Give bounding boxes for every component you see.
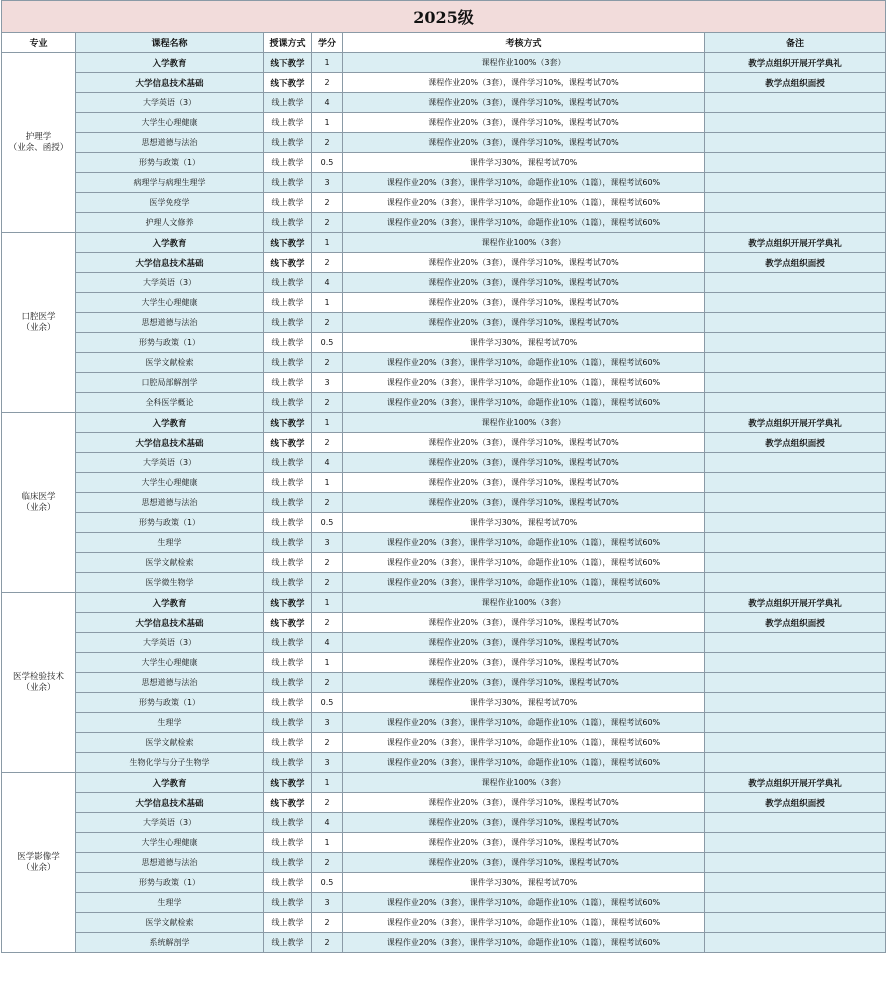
header-course: 课程名称 xyxy=(76,33,264,53)
course-cell: 形势与政策（1） xyxy=(76,693,264,713)
table-row xyxy=(2,53,886,73)
major-subtitle: （业余） xyxy=(21,502,56,513)
table-row xyxy=(2,313,886,333)
mode-cell: 线上教学 xyxy=(264,873,312,893)
table-row xyxy=(2,173,886,193)
course-cell: 大学信息技术基础 xyxy=(76,73,264,93)
assessment-cell: 课程作业20%（3套），课件学习10%，课程考试70% xyxy=(343,73,705,93)
mode-cell: 线下教学 xyxy=(264,773,312,793)
credit-cell: 0.5 xyxy=(312,513,343,533)
note-cell xyxy=(705,813,886,833)
mode-cell: 线下教学 xyxy=(264,73,312,93)
mode-cell: 线上教学 xyxy=(264,293,312,313)
note-cell: 教学点组织开展开学典礼 xyxy=(705,53,886,73)
note-cell xyxy=(705,853,886,873)
table-row xyxy=(2,133,886,153)
credit-cell: 2 xyxy=(312,673,343,693)
note-cell xyxy=(705,753,886,773)
mode-cell: 线上教学 xyxy=(264,853,312,873)
major-subtitle: （业余） xyxy=(21,682,56,693)
major-name: 口腔医学 xyxy=(21,311,56,322)
assessment-cell: 课程作业20%（3套），课件学习10%，课程考试70% xyxy=(343,493,705,513)
course-cell: 医学文献检索 xyxy=(76,913,264,933)
assessment-cell: 课程作业20%（3套），课件学习10%，命题作业10%（1篇），课程考试60% xyxy=(343,533,705,553)
credit-cell: 3 xyxy=(312,753,343,773)
mode-cell: 线上教学 xyxy=(264,493,312,513)
credit-cell: 2 xyxy=(312,133,343,153)
major-name: 医学检验技术 xyxy=(12,671,64,682)
credit-cell: 4 xyxy=(312,453,343,473)
credit-cell: 3 xyxy=(312,373,343,393)
major-name: 临床医学 xyxy=(21,491,56,502)
note-cell xyxy=(705,833,886,853)
course-cell: 医学免疫学 xyxy=(76,193,264,213)
credit-cell: 2 xyxy=(312,793,343,813)
note-cell: 教学点组织开展开学典礼 xyxy=(705,413,886,433)
header-assessment: 考核方式 xyxy=(343,33,705,53)
credit-cell: 1 xyxy=(312,113,343,133)
mode-cell: 线下教学 xyxy=(264,413,312,433)
course-cell: 系统解剖学 xyxy=(76,933,264,953)
course-cell: 入学教育 xyxy=(76,413,264,433)
credit-cell: 2 xyxy=(312,73,343,93)
credit-cell: 3 xyxy=(312,173,343,193)
mode-cell: 线上教学 xyxy=(264,753,312,773)
note-cell: 教学点组织开展开学典礼 xyxy=(705,593,886,613)
table-row xyxy=(2,333,886,353)
note-cell xyxy=(705,373,886,393)
course-cell: 大学英语（3） xyxy=(76,273,264,293)
table-row xyxy=(2,793,886,813)
table-row xyxy=(2,213,886,233)
credit-cell: 2 xyxy=(312,393,343,413)
assessment-cell: 课程作业20%（3套），课件学习10%，命题作业10%（1篇），课程考试60% xyxy=(343,713,705,733)
course-cell: 口腔局部解剖学 xyxy=(76,373,264,393)
assessment-cell: 课程作业20%（3套），课件学习10%，课程考试70% xyxy=(343,673,705,693)
schedule-table xyxy=(1,0,886,953)
table-row xyxy=(2,833,886,853)
credit-cell: 4 xyxy=(312,813,343,833)
table-row xyxy=(2,493,886,513)
course-cell: 思想道德与法治 xyxy=(76,313,264,333)
credit-cell: 2 xyxy=(312,313,343,333)
course-cell: 思想道德与法治 xyxy=(76,493,264,513)
header-note: 备注 xyxy=(705,33,886,53)
assessment-cell: 课程作业20%（3套），课件学习10%，命题作业10%（1篇），课程考试60% xyxy=(343,373,705,393)
table-row xyxy=(2,813,886,833)
table-row xyxy=(2,93,886,113)
course-cell: 医学文献检索 xyxy=(76,353,264,373)
credit-cell: 2 xyxy=(312,573,343,593)
course-cell: 大学生心理健康 xyxy=(76,113,264,133)
assessment-cell: 课程作业20%（3套），课件学习10%，课程考试70% xyxy=(343,633,705,653)
mode-cell: 线上教学 xyxy=(264,553,312,573)
credit-cell: 2 xyxy=(312,493,343,513)
note-cell xyxy=(705,453,886,473)
assessment-cell: 课程作业20%（3套），课件学习10%，命题作业10%（1篇），课程考试60% xyxy=(343,193,705,213)
note-cell xyxy=(705,293,886,313)
note-cell xyxy=(705,533,886,553)
credit-cell: 2 xyxy=(312,913,343,933)
assessment-cell: 课程作业20%（3套），课件学习10%，课程考试70% xyxy=(343,613,705,633)
credit-cell: 1 xyxy=(312,233,343,253)
mode-cell: 线上教学 xyxy=(264,93,312,113)
major-name: 护理学 xyxy=(25,131,52,142)
table-row xyxy=(2,413,886,433)
mode-cell: 线上教学 xyxy=(264,353,312,373)
table-row xyxy=(2,193,886,213)
table-row xyxy=(2,553,886,573)
assessment-cell: 课程作业20%（3套），课件学习10%，命题作业10%（1篇），课程考试60% xyxy=(343,753,705,773)
assessment-cell: 课程作业20%（3套），课件学习10%，课程考试70% xyxy=(343,813,705,833)
table-row xyxy=(2,253,886,273)
assessment-cell: 课程作业20%（3套），课件学习10%，课程考试70% xyxy=(343,133,705,153)
credit-cell: 1 xyxy=(312,773,343,793)
table-row xyxy=(2,573,886,593)
note-cell xyxy=(705,213,886,233)
course-cell: 大学生心理健康 xyxy=(76,293,264,313)
major-name: 医学影像学 xyxy=(17,851,60,862)
mode-cell: 线上教学 xyxy=(264,693,312,713)
mode-cell: 线上教学 xyxy=(264,933,312,953)
credit-cell: 0.5 xyxy=(312,333,343,353)
credit-cell: 2 xyxy=(312,433,343,453)
credit-cell: 4 xyxy=(312,633,343,653)
table-row xyxy=(2,693,886,713)
table-row xyxy=(2,853,886,873)
course-cell: 思想道德与法治 xyxy=(76,133,264,153)
assessment-cell: 课程作业20%（3套），课件学习10%，课程考试70% xyxy=(343,293,705,313)
assessment-cell: 课程作业20%（3套），课件学习10%，命题作业10%（1篇），课程考试60% xyxy=(343,353,705,373)
credit-cell: 1 xyxy=(312,413,343,433)
credit-cell: 3 xyxy=(312,713,343,733)
table-row xyxy=(2,773,886,793)
credit-cell: 2 xyxy=(312,353,343,373)
course-cell: 大学英语（3） xyxy=(76,453,264,473)
note-cell xyxy=(705,113,886,133)
note-cell xyxy=(705,873,886,893)
assessment-cell: 课程作业100%（3套） xyxy=(343,53,705,73)
assessment-cell: 课程作业20%（3套），课件学习10%，命题作业10%（1篇），课程考试60% xyxy=(343,893,705,913)
course-cell: 大学信息技术基础 xyxy=(76,433,264,453)
assessment-cell: 课程作业20%（3套），课件学习10%，命题作业10%（1篇），课程考试60% xyxy=(343,173,705,193)
note-cell xyxy=(705,933,886,953)
mode-cell: 线上教学 xyxy=(264,473,312,493)
mode-cell: 线下教学 xyxy=(264,593,312,613)
course-cell: 大学信息技术基础 xyxy=(76,793,264,813)
credit-cell: 1 xyxy=(312,653,343,673)
table-row xyxy=(2,233,886,253)
credit-cell: 1 xyxy=(312,53,343,73)
course-cell: 思想道德与法治 xyxy=(76,853,264,873)
sheet-title: 2025级 xyxy=(2,1,886,33)
header-mode: 授课方式 xyxy=(264,33,312,53)
table-row xyxy=(2,653,886,673)
mode-cell: 线下教学 xyxy=(264,233,312,253)
major-cell xyxy=(2,233,76,413)
table-row xyxy=(2,513,886,533)
course-cell: 生理学 xyxy=(76,713,264,733)
mode-cell: 线上教学 xyxy=(264,333,312,353)
mode-cell: 线下教学 xyxy=(264,433,312,453)
note-cell xyxy=(705,193,886,213)
assessment-cell: 课件学习30%，课程考试70% xyxy=(343,873,705,893)
table-row xyxy=(2,593,886,613)
assessment-cell: 课程作业20%（3套），课件学习10%，命题作业10%（1篇），课程考试60% xyxy=(343,213,705,233)
mode-cell: 线下教学 xyxy=(264,613,312,633)
course-cell: 大学英语（3） xyxy=(76,813,264,833)
note-cell xyxy=(705,353,886,373)
assessment-cell: 课程作业20%（3套），课件学习10%，课程考试70% xyxy=(343,93,705,113)
course-cell: 大学英语（3） xyxy=(76,633,264,653)
note-cell: 教学点组织面授 xyxy=(705,73,886,93)
note-cell xyxy=(705,333,886,353)
major-cell xyxy=(2,773,76,953)
course-cell: 思想道德与法治 xyxy=(76,673,264,693)
note-cell: 教学点组织面授 xyxy=(705,253,886,273)
major-cell xyxy=(2,53,76,233)
mode-cell: 线上教学 xyxy=(264,633,312,653)
assessment-cell: 课程作业20%（3套），课件学习10%，命题作业10%（1篇），课程考试60% xyxy=(343,573,705,593)
course-cell: 形势与政策（1） xyxy=(76,513,264,533)
assessment-cell: 课程作业100%（3套） xyxy=(343,233,705,253)
assessment-cell: 课程作业20%（3套），课件学习10%，课程考试70% xyxy=(343,433,705,453)
credit-cell: 0.5 xyxy=(312,153,343,173)
mode-cell: 线上教学 xyxy=(264,313,312,333)
credit-cell: 1 xyxy=(312,473,343,493)
mode-cell: 线上教学 xyxy=(264,653,312,673)
mode-cell: 线上教学 xyxy=(264,213,312,233)
credit-cell: 4 xyxy=(312,93,343,113)
mode-cell: 线上教学 xyxy=(264,173,312,193)
mode-cell: 线上教学 xyxy=(264,833,312,853)
mode-cell: 线上教学 xyxy=(264,533,312,553)
mode-cell: 线下教学 xyxy=(264,253,312,273)
assessment-cell: 课件学习30%，课程考试70% xyxy=(343,153,705,173)
note-cell xyxy=(705,893,886,913)
course-cell: 病理学与病理生理学 xyxy=(76,173,264,193)
note-cell: 教学点组织面授 xyxy=(705,793,886,813)
course-cell: 大学生心理健康 xyxy=(76,833,264,853)
course-cell: 形势与政策（1） xyxy=(76,333,264,353)
assessment-cell: 课件学习30%，课程考试70% xyxy=(343,513,705,533)
course-cell: 大学生心理健康 xyxy=(76,473,264,493)
course-cell: 医学文献检索 xyxy=(76,733,264,753)
course-cell: 护理人文修养 xyxy=(76,213,264,233)
table-row xyxy=(2,473,886,493)
note-cell xyxy=(705,493,886,513)
major-cell xyxy=(2,413,76,593)
major-subtitle: （业余、函授） xyxy=(8,142,69,153)
credit-cell: 1 xyxy=(312,593,343,613)
course-cell: 生理学 xyxy=(76,893,264,913)
header-row xyxy=(2,33,886,53)
mode-cell: 线上教学 xyxy=(264,373,312,393)
table-row xyxy=(2,913,886,933)
assessment-cell: 课程作业100%（3套） xyxy=(343,413,705,433)
note-cell xyxy=(705,573,886,593)
header-major: 专业 xyxy=(2,33,76,53)
course-cell: 医学微生物学 xyxy=(76,573,264,593)
assessment-cell: 课程作业20%（3套），课件学习10%，命题作业10%（1篇），课程考试60% xyxy=(343,733,705,753)
major-subtitle: （业余） xyxy=(21,322,56,333)
assessment-cell: 课程作业20%（3套），课件学习10%，课程考试70% xyxy=(343,453,705,473)
table-row xyxy=(2,453,886,473)
assessment-cell: 课程作业20%（3套），课件学习10%，命题作业10%（1篇），课程考试60% xyxy=(343,553,705,573)
mode-cell: 线上教学 xyxy=(264,193,312,213)
assessment-cell: 课程作业20%（3套），课件学习10%，命题作业10%（1篇），课程考试60% xyxy=(343,933,705,953)
note-cell: 教学点组织面授 xyxy=(705,613,886,633)
assessment-cell: 课程作业20%（3套），课件学习10%，课程考试70% xyxy=(343,253,705,273)
major-cell xyxy=(2,593,76,773)
assessment-cell: 课程作业20%（3套），课件学习10%，命题作业10%（1篇），课程考试60% xyxy=(343,913,705,933)
table-row xyxy=(2,273,886,293)
mode-cell: 线下教学 xyxy=(264,793,312,813)
header-credit: 学分 xyxy=(312,33,343,53)
note-cell xyxy=(705,713,886,733)
assessment-cell: 课件学习30%，课程考试70% xyxy=(343,693,705,713)
course-cell: 入学教育 xyxy=(76,233,264,253)
mode-cell: 线上教学 xyxy=(264,133,312,153)
assessment-cell: 课程作业20%（3套），课件学习10%，课程考试70% xyxy=(343,653,705,673)
mode-cell: 线上教学 xyxy=(264,733,312,753)
note-cell: 教学点组织开展开学典礼 xyxy=(705,773,886,793)
note-cell: 教学点组织面授 xyxy=(705,433,886,453)
table-row xyxy=(2,753,886,773)
assessment-cell: 课程作业20%（3套），课件学习10%，课程考试70% xyxy=(343,113,705,133)
course-cell: 形势与政策（1） xyxy=(76,873,264,893)
table-row xyxy=(2,353,886,373)
table-row xyxy=(2,373,886,393)
mode-cell: 线上教学 xyxy=(264,153,312,173)
note-cell xyxy=(705,393,886,413)
table-row xyxy=(2,673,886,693)
table-row xyxy=(2,633,886,653)
course-cell: 全科医学概论 xyxy=(76,393,264,413)
table-row xyxy=(2,933,886,953)
note-cell xyxy=(705,133,886,153)
assessment-cell: 课程作业20%（3套），课件学习10%，课程考试70% xyxy=(343,273,705,293)
note-cell xyxy=(705,673,886,693)
note-cell xyxy=(705,913,886,933)
credit-cell: 0.5 xyxy=(312,693,343,713)
credit-cell: 2 xyxy=(312,613,343,633)
assessment-cell: 课程作业20%（3套），课件学习10%，命题作业10%（1篇），课程考试60% xyxy=(343,393,705,413)
course-cell: 生物化学与分子生物学 xyxy=(76,753,264,773)
mode-cell: 线下教学 xyxy=(264,53,312,73)
table-row xyxy=(2,873,886,893)
note-cell xyxy=(705,313,886,333)
note-cell xyxy=(705,93,886,113)
mode-cell: 线上教学 xyxy=(264,573,312,593)
mode-cell: 线上教学 xyxy=(264,893,312,913)
mode-cell: 线上教学 xyxy=(264,813,312,833)
course-cell: 形势与政策（1） xyxy=(76,153,264,173)
assessment-cell: 课程作业100%（3套） xyxy=(343,773,705,793)
table-row xyxy=(2,293,886,313)
credit-cell: 1 xyxy=(312,293,343,313)
mode-cell: 线上教学 xyxy=(264,913,312,933)
course-cell: 入学教育 xyxy=(76,773,264,793)
credit-cell: 4 xyxy=(312,273,343,293)
table-row xyxy=(2,893,886,913)
note-cell xyxy=(705,553,886,573)
course-cell: 生理学 xyxy=(76,533,264,553)
course-cell: 大学信息技术基础 xyxy=(76,253,264,273)
course-cell: 大学英语（3） xyxy=(76,93,264,113)
mode-cell: 线上教学 xyxy=(264,673,312,693)
note-cell xyxy=(705,653,886,673)
assessment-cell: 课程作业100%（3套） xyxy=(343,593,705,613)
mode-cell: 线上教学 xyxy=(264,393,312,413)
credit-cell: 1 xyxy=(312,833,343,853)
credit-cell: 0.5 xyxy=(312,873,343,893)
credit-cell: 2 xyxy=(312,213,343,233)
credit-cell: 2 xyxy=(312,193,343,213)
credit-cell: 2 xyxy=(312,853,343,873)
assessment-cell: 课程作业20%（3套），课件学习10%，课程考试70% xyxy=(343,473,705,493)
note-cell: 教学点组织开展开学典礼 xyxy=(705,233,886,253)
assessment-cell: 课程作业20%（3套），课件学习10%，课程考试70% xyxy=(343,853,705,873)
assessment-cell: 课程作业20%（3套），课件学习10%，课程考试70% xyxy=(343,313,705,333)
credit-cell: 3 xyxy=(312,533,343,553)
mode-cell: 线上教学 xyxy=(264,113,312,133)
note-cell xyxy=(705,173,886,193)
course-cell: 入学教育 xyxy=(76,593,264,613)
table-row xyxy=(2,733,886,753)
credit-cell: 2 xyxy=(312,733,343,753)
course-cell: 入学教育 xyxy=(76,53,264,73)
credit-cell: 2 xyxy=(312,933,343,953)
course-cell: 医学文献检索 xyxy=(76,553,264,573)
note-cell xyxy=(705,733,886,753)
note-cell xyxy=(705,473,886,493)
table-row xyxy=(2,153,886,173)
table-row xyxy=(2,393,886,413)
table-row xyxy=(2,73,886,93)
table-row xyxy=(2,713,886,733)
major-subtitle: （业余） xyxy=(21,862,56,873)
assessment-cell: 课程作业20%（3套），课件学习10%，课程考试70% xyxy=(343,793,705,813)
credit-cell: 2 xyxy=(312,253,343,273)
mode-cell: 线上教学 xyxy=(264,273,312,293)
note-cell xyxy=(705,273,886,293)
table-row xyxy=(2,533,886,553)
mode-cell: 线上教学 xyxy=(264,713,312,733)
note-cell xyxy=(705,513,886,533)
note-cell xyxy=(705,153,886,173)
credit-cell: 2 xyxy=(312,553,343,573)
mode-cell: 线上教学 xyxy=(264,513,312,533)
assessment-cell: 课件学习30%，课程考试70% xyxy=(343,333,705,353)
credit-cell: 3 xyxy=(312,893,343,913)
assessment-cell: 课程作业20%（3套），课件学习10%，课程考试70% xyxy=(343,833,705,853)
course-cell: 大学生心理健康 xyxy=(76,653,264,673)
mode-cell: 线上教学 xyxy=(264,453,312,473)
table-row xyxy=(2,613,886,633)
note-cell xyxy=(705,693,886,713)
table-row xyxy=(2,433,886,453)
note-cell xyxy=(705,633,886,653)
table-row xyxy=(2,113,886,133)
course-cell: 大学信息技术基础 xyxy=(76,613,264,633)
